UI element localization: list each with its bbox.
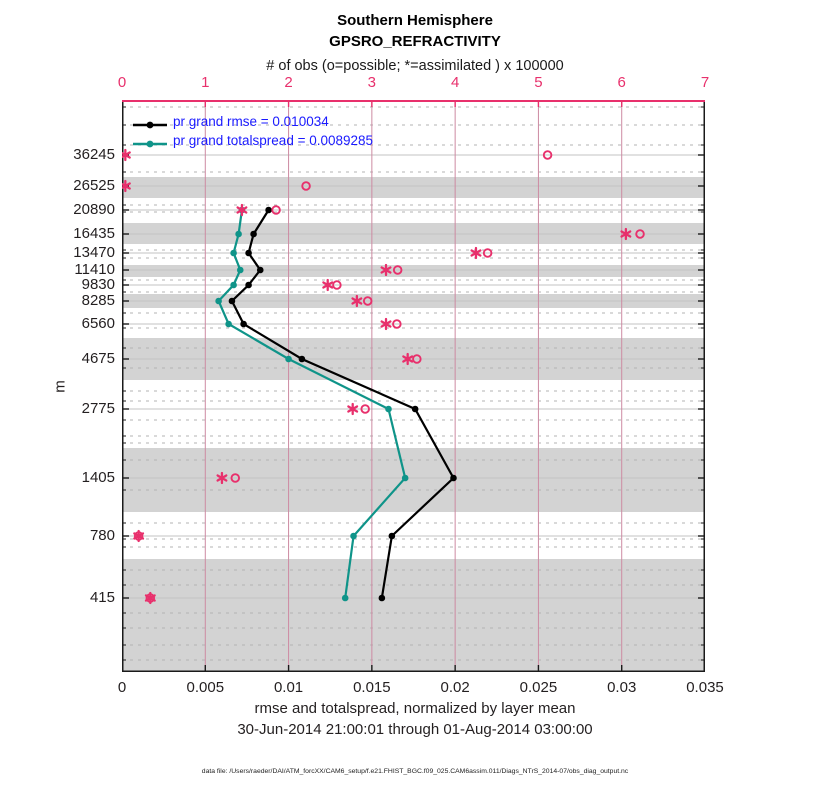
x-tick-label: 0: [117, 679, 127, 696]
y-tick-label: 13470: [73, 244, 115, 261]
series-marker: [215, 298, 222, 305]
y-tick-label: 20890: [73, 201, 115, 218]
y-tick-label: 26525: [73, 177, 115, 194]
legend-label: pr grand totalspread = 0.0089285: [173, 133, 374, 148]
series-marker: [235, 231, 242, 238]
series-marker: [285, 356, 292, 363]
series-marker: [412, 406, 419, 413]
legend-item: [133, 131, 373, 150]
series-marker: [299, 356, 306, 363]
series-marker: [240, 321, 247, 328]
x-tick-label: 0.03: [607, 679, 637, 696]
y-tick-label: 9830: [81, 276, 115, 293]
x-tick-label: 0.01: [273, 679, 304, 696]
series-marker: [379, 595, 386, 602]
y-tick-label: 415: [89, 589, 115, 606]
legend: [133, 112, 373, 150]
x-axis-label: rmse and totalspread, normalized by layer mean: [254, 700, 576, 717]
series-marker: [250, 231, 257, 238]
title-variable: GPSRO_REFRACTIVITY: [329, 33, 501, 50]
y-tick-label: 11410: [74, 261, 115, 278]
y-tick-label: 4675: [81, 350, 115, 367]
top-tick-label: 1: [201, 74, 210, 91]
series-marker: [225, 321, 232, 328]
layer-band: [122, 448, 705, 512]
x-tick-label: 0.025: [519, 679, 558, 696]
top-tick-label: 6: [617, 74, 626, 91]
series-marker: [385, 406, 392, 413]
legend-item: [133, 112, 373, 131]
layer-band: [122, 265, 705, 277]
y-tick-label: 780: [89, 527, 115, 544]
legend-label: pr grand rmse = 0.010034: [173, 114, 329, 129]
top-tick-label: 2: [284, 74, 293, 91]
x-tick-label: 0.005: [186, 679, 225, 696]
series-marker: [230, 250, 237, 257]
series-marker: [265, 207, 272, 214]
title-block: [0, 10, 830, 52]
plot-area: [122, 100, 705, 672]
series-marker: [402, 475, 409, 482]
top-tick-label: 5: [534, 74, 543, 91]
series-marker: [257, 267, 264, 274]
legend-line-marker: [133, 117, 167, 127]
legend-line-marker: [133, 136, 167, 146]
top-tick-label: 3: [367, 74, 377, 91]
series-marker: [245, 282, 252, 289]
series-marker: [450, 475, 457, 482]
title-hemisphere: Southern Hemisphere: [337, 12, 493, 29]
series-marker: [245, 250, 252, 257]
y-tick-label: 1405: [81, 469, 115, 486]
y-tick-label: 2775: [81, 400, 115, 417]
datafile-footer: data file: /Users/raeder/DAI/ATM_forcXX/CAM6_setup/f.e21.FHIST_BGC.f09_025.CAM6assim.011/Diags_NTrS_2014-07/obs_diag_output.nc: [201, 768, 629, 775]
top-axis-label: # of obs (o=possible; *=assimilated ) x 100000: [266, 58, 564, 74]
series-marker: [342, 595, 349, 602]
top-tick-label: 4: [450, 74, 460, 91]
series-marker: [229, 298, 236, 305]
layer-band: [122, 177, 705, 198]
top-tick-label: 0: [117, 74, 127, 91]
date-range-label: 30-Jun-2014 21:00:01 through 01-Aug-2014 03:00:00: [237, 721, 593, 738]
x-tick-label: 0.035: [686, 679, 724, 696]
series-marker: [350, 533, 357, 540]
series-marker: [237, 267, 244, 274]
y-tick-label: 16435: [73, 225, 115, 242]
x-tick-label: 0.02: [440, 679, 470, 696]
y-tick-label: 8285: [81, 292, 115, 309]
y-tick-label: 36245: [73, 146, 115, 163]
y-tick-label: 6560: [81, 315, 115, 332]
x-tick-label: 0.015: [353, 679, 391, 696]
series-marker: [389, 533, 396, 540]
layer-band: [122, 559, 705, 672]
top-tick-label: 7: [700, 74, 710, 91]
y-axis-label: m: [51, 380, 69, 393]
series-marker: [230, 282, 237, 289]
